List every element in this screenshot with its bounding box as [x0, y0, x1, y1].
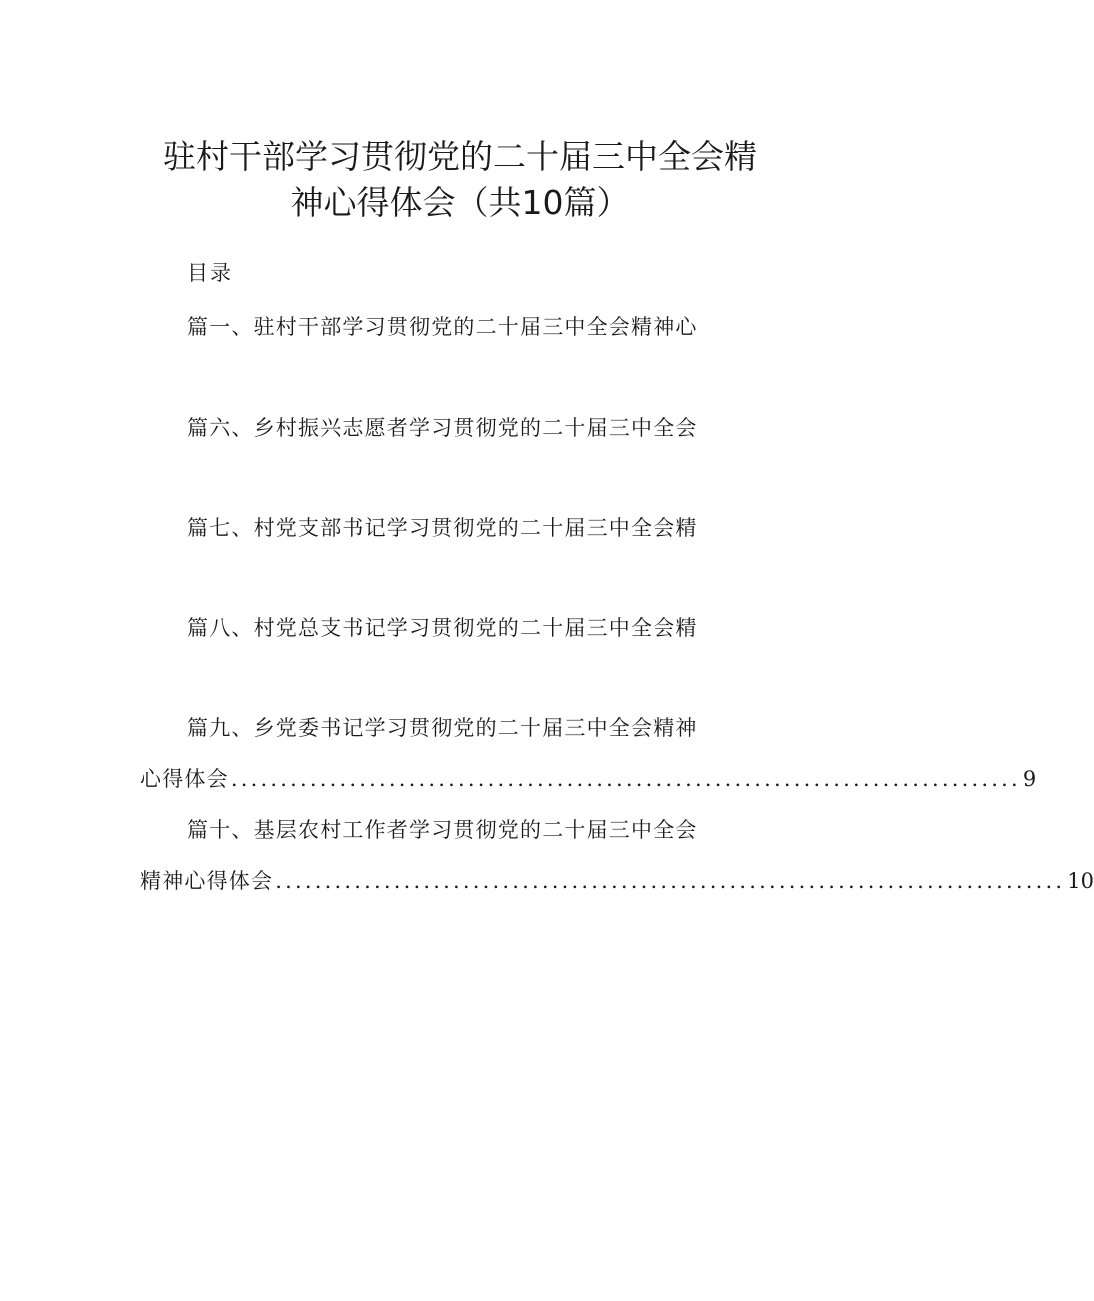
toc-entry-8[interactable]: 篇八、村党总支书记学习贯彻党的二十届三中全会精 [187, 616, 698, 640]
toc-entry-9-page-number: 9 [1022, 767, 1037, 791]
toc-entry-10-continuation[interactable] [140, 866, 1094, 896]
document-title-line-1: 驻村干部学习贯彻党的二十届三中全会精 [163, 137, 757, 176]
toc-entry-7[interactable]: 篇七、村党支部书记学习贯彻党的二十届三中全会精 [187, 516, 698, 540]
toc-entry-6[interactable]: 篇六、乡村振兴志愿者学习贯彻党的二十届三中全会 [187, 416, 698, 440]
toc-dot-leader: ................................................................................ [275, 869, 1066, 893]
toc-entry-10-page-number: 10 [1067, 869, 1094, 893]
toc-entry-10-text: 精神心得体会 [140, 869, 274, 893]
toc-entry-9-text: 心得体会 [140, 767, 229, 791]
toc-entry-10[interactable]: 篇十、基层农村工作者学习贯彻党的二十届三中全会 [187, 818, 698, 842]
toc-entry-9-continuation[interactable] [140, 764, 1037, 794]
toc-entry-9[interactable]: 篇九、乡党委书记学习贯彻党的二十届三中全会精神 [187, 716, 698, 740]
toc-heading: 目录 [187, 261, 233, 285]
document-title-line-2: 神心得体会（共10篇） [290, 183, 630, 222]
toc-dot-leader: ................................................................................ [230, 767, 1021, 791]
toc-entry-1[interactable]: 篇一、驻村干部学习贯彻党的二十届三中全会精神心 [187, 315, 698, 339]
